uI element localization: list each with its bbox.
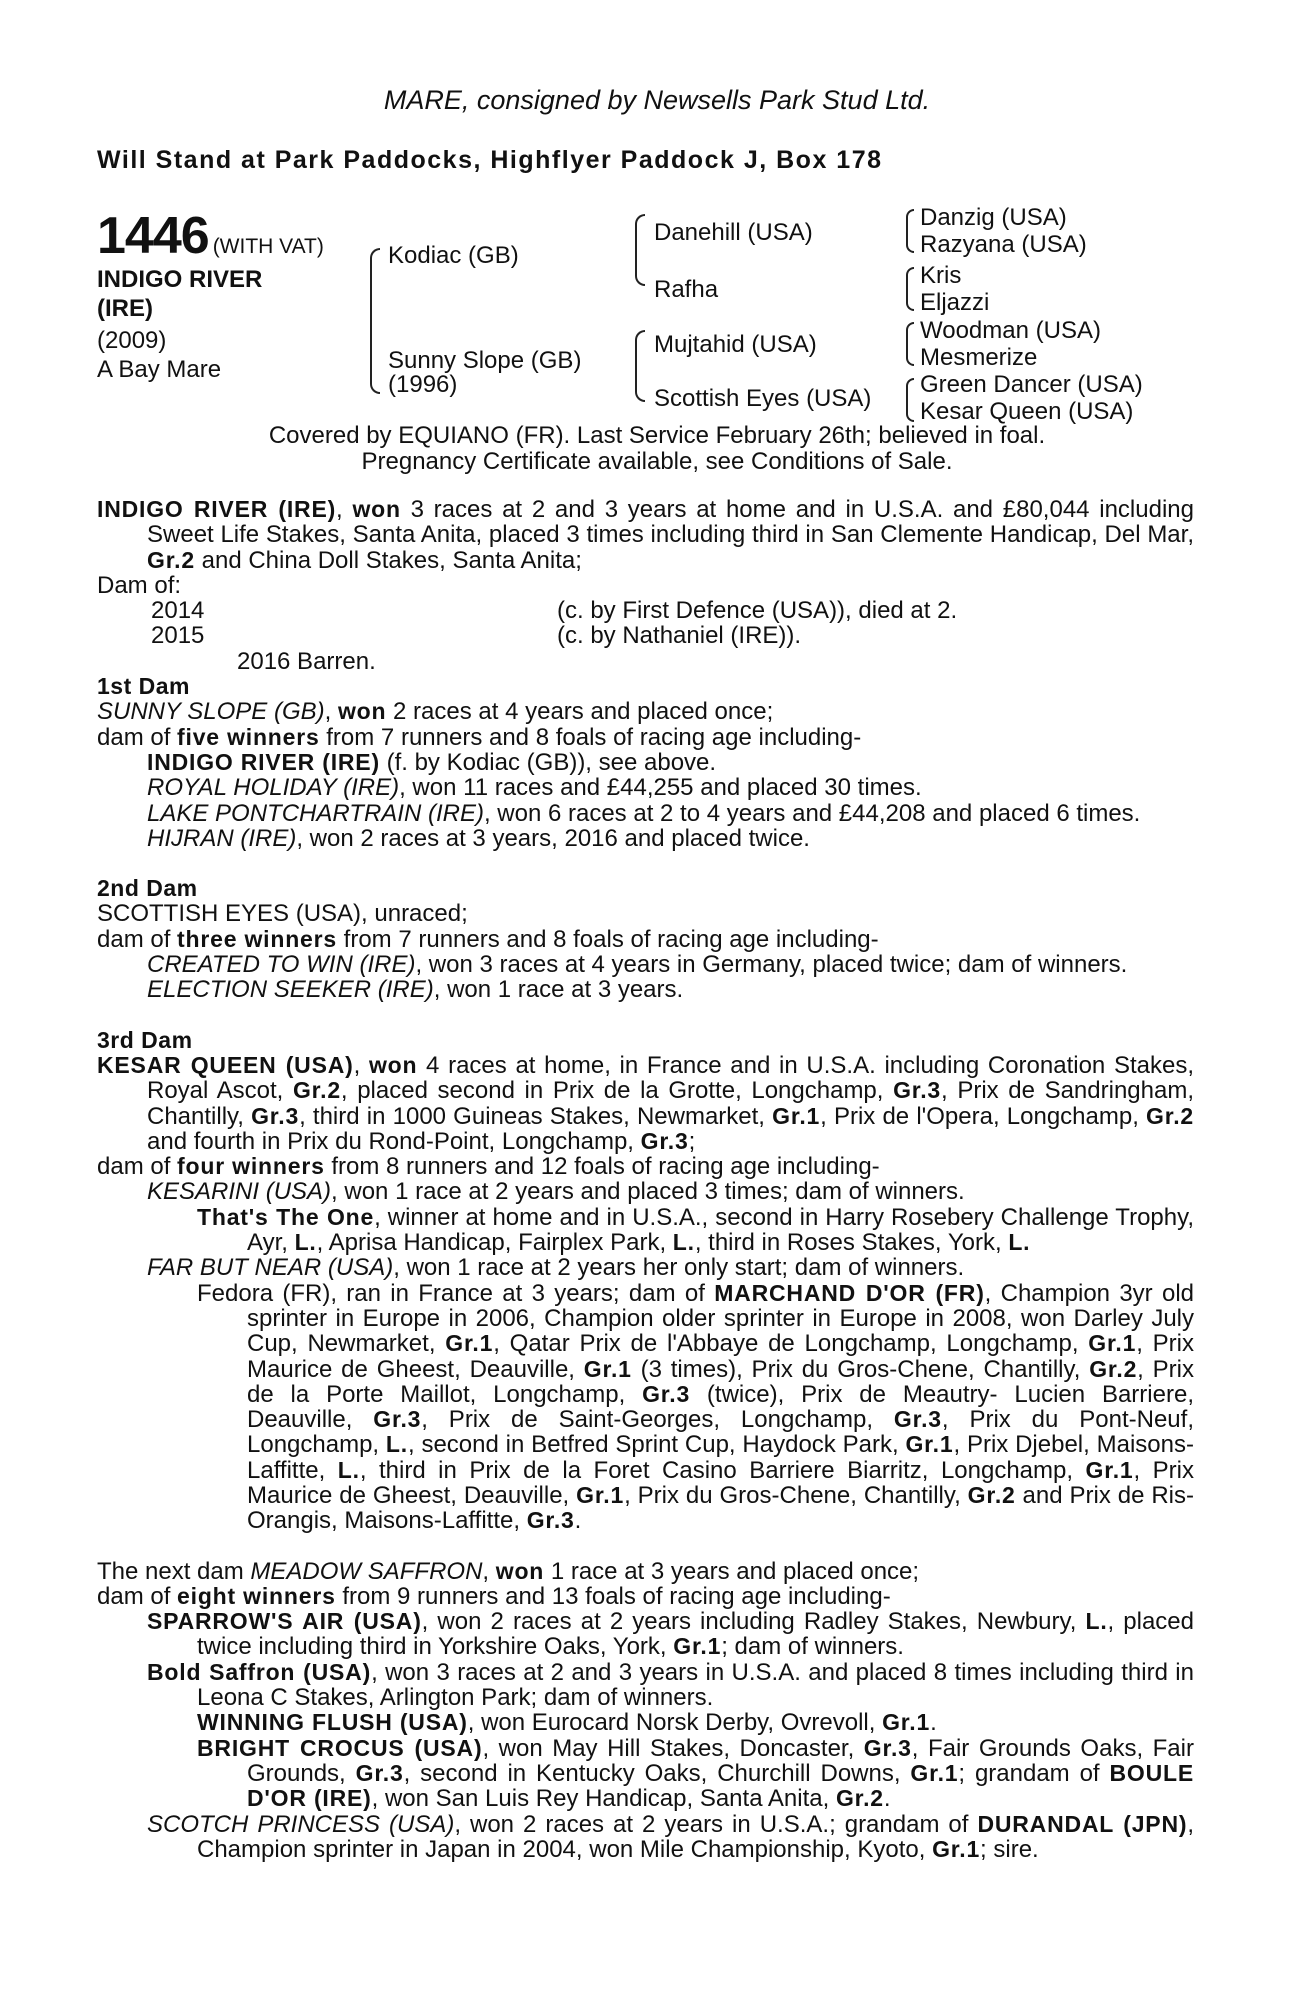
record-text: , winner at home and in U.S.A., second in Harry Rosebery Challenge Trophy, Ayr, [247, 1203, 1194, 1257]
dam-of-text: dam of [97, 723, 178, 751]
produce-name: WINNING FLUSH (USA) [197, 1709, 468, 1736]
gen3-1: Danzig (USA) [920, 204, 1067, 231]
dam3-grandproduce-thatsone [97, 1205, 1194, 1256]
record-text: , [482, 1557, 496, 1585]
covered-line1: Covered by EQUIANO (FR). Last Service February 26th; believed in foal. [268, 422, 1046, 449]
produce-name: DURANDAL (JPN) [977, 1810, 1188, 1837]
grade-label: Gr.2 [147, 546, 195, 573]
horse-description: A Bay Mare [97, 356, 222, 383]
record-text: , won May Hill Stakes, Doncaster, [482, 1734, 864, 1762]
gen3-4: Eljazzi [920, 289, 990, 316]
record-text: , Prix du Gros-Chene, Chantilly, [624, 1481, 968, 1509]
location-line: Will Stand at Park Paddocks, Highflyer Paddock J, Box 178 [97, 146, 883, 174]
dam-of-text2: from 7 runners and 8 foals of racing age including- [337, 925, 879, 953]
consignor-line: MARE, consigned by Newsells Park Stud Ltd. [383, 85, 931, 115]
dam3-heading: 3rd Dam [97, 1026, 193, 1053]
gen3-7: Green Dancer (USA) [920, 371, 1143, 398]
grade-label: Gr.2 [967, 1481, 1016, 1508]
produce-name: BOULE D'OR (IRE) [247, 1759, 1194, 1812]
foaling-year: (2009) [97, 327, 167, 354]
grade-label: Gr.3 [893, 1077, 942, 1104]
winners-count: eight winners [177, 1582, 336, 1609]
record-text: and Prix de Ris-Orangis, Maisons-Laffitte, [247, 1481, 1194, 1535]
horse-name-line2: (IRE) [97, 295, 153, 322]
winners-count: four winners [177, 1153, 325, 1180]
dam3-produce-farbut [97, 1255, 1194, 1280]
record-text: , second in Kentucky Oaks, Churchill Downs, [403, 1759, 911, 1787]
record-text: , Fair Grounds Oaks, Fair Grounds, [247, 1734, 1194, 1787]
record-text: , Prix Djebel, Maisons-Laffitte, [247, 1431, 1194, 1484]
dam2-summary [97, 927, 1194, 952]
produce-name: LAKE PONTCHARTRAIN (IRE) [147, 799, 484, 827]
nextdam-record [97, 1559, 1194, 1584]
produce-name: MARCHAND D'OR (FR) [714, 1279, 985, 1306]
grade-label: Gr.1 [583, 1355, 632, 1382]
record-text: , third in Prix de la Foret Casino Barriere Biarritz, Longchamp, [359, 1456, 1086, 1484]
record-text: (3 times), Prix du Gros-Chene, Chantilly, [631, 1355, 1090, 1383]
grade-label: Gr.2 [292, 1077, 341, 1104]
dam3-record: KESAR QUEEN (USA), won 4 races at home, in France and in U.S.A. including Coronation Stakes, Royal Ascot, Gr.2, placed second in Prix de la Grotte, Longchamp, Gr.3, Prix de Sandringham, Chantilly, Gr.3, third in 1000 Guineas Stakes, Newmarket, Gr.1, Prix de l'Opera, Longchamp, Gr.2 and fourth in Prix du Rond-Point, Longchamp, Gr.3; [97, 1051, 1195, 1155]
mare-record: INDIGO RIVER (IRE), won 3 races at 2 and 3 years at home and in U.S.A. and £80,044 including Sweet Life Stakes, Santa Anita, placed 3 times including third in San Clemente Handicap, Del Mar, Gr.2 and China Doll Stakes, Santa Anita; [97, 496, 1194, 574]
dam2-produce-2 [97, 977, 1194, 1002]
vat-label: (WITH VAT) [212, 235, 324, 258]
produce-text: , won 1 race at 3 years. [433, 976, 684, 1004]
gen3-3: Kris [920, 262, 962, 289]
record-text: , Aprisa Handicap, Fairplex Park, [316, 1229, 673, 1257]
record-text: , Prix de Sandringham, Chantilly, [147, 1077, 1194, 1130]
record-text: Fedora (FR), ran in France at 3 years; dam of [197, 1279, 715, 1307]
produce-text: (c. by Nathaniel (IRE)). [557, 622, 802, 650]
produce-text: , won 11 races and £44,255 and placed 30 times. [399, 774, 922, 802]
lot-number-block [97, 206, 324, 266]
barren-note: 2016 Barren. [237, 647, 376, 675]
won-label: won [352, 496, 401, 522]
grade-label: Gr.3 [355, 1759, 404, 1786]
grade-label: L. [385, 1431, 408, 1458]
produce-name: HIJRAN (IRE) [147, 824, 297, 852]
dam-year: (1996) [388, 371, 458, 398]
grade-label: Gr.3 [526, 1507, 575, 1534]
record-text: , Prix de l'Opera, Longchamp, [820, 1102, 1147, 1130]
grade-label: Gr.3 [640, 1127, 689, 1154]
gen3-5: Woodman (USA) [920, 317, 1101, 344]
record-text: ; grandam of [958, 1759, 1110, 1787]
grade-label: Gr.3 [893, 1406, 942, 1433]
record-text: ; sire. [980, 1835, 1039, 1863]
nextdam-grandproduce-flush [97, 1710, 1194, 1735]
produce-name: CREATED TO WIN (IRE) [147, 951, 416, 979]
dam1-record: SUNNY SLOPE (GB), won 2 races at 4 years and placed once; [97, 698, 774, 726]
grade-label: Gr.1 [1088, 1330, 1137, 1357]
dam1-summary [97, 725, 1194, 750]
grade-label: Gr.1 [910, 1759, 959, 1786]
record-text: , Prix du Pont-Neuf, Longchamp, [247, 1406, 1194, 1459]
dam2-record: SCOTTISH EYES (USA), unraced; [97, 900, 468, 928]
grade-label: Gr.1 [1085, 1456, 1134, 1483]
record-text: , third in Roses Stakes, York, [694, 1229, 1009, 1257]
catalogue-body [97, 497, 1194, 1862]
record-text: , Prix de la Porte Maillot, Longchamp, [247, 1355, 1194, 1408]
record-text: , third in 1000 Guineas Stakes, Newmarket, [299, 1102, 773, 1130]
gen3-8: Kesar Queen (USA) [920, 398, 1134, 425]
nextdam-grandproduce-crocus [97, 1736, 1194, 1812]
record-text: , Champion 3yr old sprinter in Europe in 2006, Champion older sprinter in Europe in 2008, won Darley July Cup, Newmarket, [247, 1279, 1194, 1358]
dam1-record-text: 2 races at 4 years and placed once; [386, 698, 774, 726]
record-text: , won San Luis Rey Handicap, Santa Anita, [371, 1785, 836, 1813]
sire-sire: Danehill (USA) [654, 219, 813, 246]
grade-label: Gr.1 [772, 1102, 821, 1129]
lot-number: 1446 [97, 207, 209, 265]
sire-name: Kodiac (GB) [388, 242, 519, 269]
grade-label: Gr.3 [642, 1380, 691, 1407]
winners-count: three winners [177, 925, 337, 952]
grade-label: Gr.2 [835, 1785, 884, 1812]
dam1-name: SUNNY SLOPE (GB) [97, 698, 325, 726]
pedigree-brace-g3d [906, 378, 914, 422]
record-text: , won 3 races at 2 and 3 years in U.S.A. and placed 8 times including third in Leona C Stakes, Arlington Park; dam of winners. [197, 1658, 1194, 1712]
pedigree-brace-g3a [906, 209, 914, 253]
record-text: , won 2 races at 2 years including Radley Stakes, Newbury, [421, 1608, 1086, 1636]
record-text: The next dam [97, 1557, 251, 1585]
record-text: , second in Betfred Sprint Cup, Haydock Park, [407, 1431, 906, 1459]
produce-text: , won 1 race at 2 years and placed 3 times; dam of winners. [331, 1178, 965, 1206]
record-text: , placed twice including third in Yorkshire Oaks, York, [197, 1608, 1194, 1661]
grade-label: Gr.2 [1089, 1355, 1138, 1382]
record-text: , Prix Maurice de Gheest, Deauville, [247, 1456, 1194, 1509]
record-text: , placed second in Prix de la Grotte, Longchamp, [340, 1077, 894, 1105]
record-text: and fourth in Prix du Rond-Point, Longchamp, [147, 1127, 641, 1155]
nextdam-summary [97, 1584, 1194, 1609]
produce-row [97, 623, 1194, 648]
grade-label: Gr.3 [251, 1102, 300, 1129]
produce-name: SPARROW'S AIR (USA) [147, 1608, 422, 1635]
produce-name: ELECTION SEEKER (IRE) [147, 976, 434, 1004]
dam1-heading: 1st Dam [97, 673, 190, 700]
dam-of-label: Dam of: [97, 571, 182, 599]
nextdam-produce-scotch [97, 1812, 1194, 1863]
record-text: , won 2 races at 2 years in U.S.A.; grandam of [454, 1810, 978, 1838]
grade-label: Gr.1 [905, 1431, 954, 1458]
pedigree-brace-sire [635, 214, 645, 286]
horse-name [97, 265, 262, 323]
record-text: 1 race at 3 years and placed once; [544, 1557, 920, 1585]
dam1-produce-2 [97, 775, 1194, 800]
produce-name: FAR BUT NEAR (USA) [147, 1254, 394, 1282]
produce-text: , won 1 race at 2 years her only start; dam of winners. [393, 1254, 965, 1282]
pedigree-brace-dam [635, 330, 645, 402]
record-text: ; dam of winners. [721, 1633, 904, 1661]
dam-name: Sunny Slope (GB) [388, 347, 582, 374]
dam-of-text: dam of [97, 925, 178, 953]
record-text: , Prix Maurice de Gheest, Deauville, [247, 1330, 1194, 1383]
produce-name: Bold Saffron (USA) [147, 1658, 372, 1685]
record-text: . [574, 1507, 582, 1535]
produce-name: ROYAL HOLIDAY (IRE) [147, 774, 400, 802]
dam1-produce-1 [97, 750, 1194, 775]
produce-name: BRIGHT CROCUS (USA) [197, 1734, 483, 1761]
pedigree-brace-main [370, 248, 380, 394]
won-label: won [495, 1557, 545, 1584]
dam2-heading: 2nd Dam [97, 875, 198, 902]
nextdam-produce-sparrow [97, 1609, 1194, 1660]
produce-year: 2014 [151, 597, 205, 625]
grade-label: L. [294, 1229, 317, 1256]
nextdam-name: MEADOW SAFFRON [250, 1557, 483, 1585]
grade-label: Gr.2 [1146, 1102, 1195, 1129]
mare-record-text2: and China Doll Stakes, Santa Anita; [194, 546, 582, 574]
produce-text: , won 3 races at 4 years in Germany, placed twice; dam of winners. [415, 951, 1128, 979]
produce-text: , won 6 races at 2 to 4 years and £44,208 and placed 6 times. [483, 799, 1141, 827]
produce-name: KESARINI (USA) [147, 1178, 332, 1206]
dam1-produce-3 [97, 801, 1194, 826]
record-text: (twice), Prix de Meautry- Lucien Barriere, Deauville, [247, 1380, 1194, 1434]
spacer [97, 1534, 1194, 1559]
dam3-name: KESAR QUEEN (USA) [97, 1051, 354, 1078]
dam-dam: Scottish Eyes (USA) [654, 385, 872, 412]
gen3-6: Mesmerize [920, 344, 1038, 371]
grade-label: L. [1085, 1608, 1108, 1635]
produce-name: SCOTCH PRINCESS (USA) [147, 1810, 455, 1838]
pedigree-brace-g3b [906, 267, 914, 311]
dam3-grandproduce-fedora [97, 1281, 1194, 1534]
record-text: . [883, 1785, 891, 1813]
dam-sire: Mujtahid (USA) [654, 331, 817, 358]
sire-dam: Rafha [654, 276, 719, 303]
produce-text: , won 2 races at 3 years, 2016 and placed twice. [296, 824, 810, 852]
produce-text: (f. by Kodiac (GB)), see above. [379, 748, 717, 776]
spacer [97, 851, 1194, 876]
dam-of-text2: from 7 runners and 8 foals of racing age including- [319, 723, 862, 751]
grade-label: Gr.1 [445, 1330, 494, 1357]
produce-text: (c. by First Defence (USA)), died at 2. [557, 597, 958, 625]
covered-note [0, 423, 1314, 475]
dam-of-text2: from 9 runners and 13 foals of racing age including- [335, 1582, 891, 1610]
produce-row [97, 598, 1194, 623]
grade-label: L. [672, 1229, 695, 1256]
grade-label: Gr.1 [673, 1633, 722, 1660]
mare-record-text: 3 races at 2 and 3 years at home and in U.S.A. and £80,044 including Sweet Life Stakes, Santa Anita, placed 3 times including third in San Clemente Handicap, Del Mar, [147, 496, 1194, 549]
record-text: . [930, 1709, 937, 1737]
record-text: , Qatar Prix de l'Abbaye de Longchamp, Longchamp, [493, 1330, 1089, 1358]
covered-line2: Pregnancy Certificate available, see Conditions of Sale. [361, 448, 953, 475]
record-text: 4 races at home, in France and in U.S.A. including Coronation Stakes, Royal Ascot, [147, 1051, 1194, 1105]
grade-label: L. [337, 1456, 360, 1483]
record-text: , Prix de Saint-Georges, Longchamp, [421, 1406, 894, 1434]
record-text: , won Eurocard Norsk Derby, Ovrevoll, [467, 1709, 883, 1737]
dam1-produce-4 [97, 826, 1194, 851]
grade-label: Gr.1 [576, 1481, 625, 1508]
record-text: , Champion sprinter in Japan in 2004, won Mile Championship, Kyoto, [197, 1810, 1194, 1863]
produce-name: INDIGO RIVER (IRE) [147, 748, 380, 775]
dam3-summary [97, 1154, 1194, 1179]
dam-of-text: dam of [97, 1582, 178, 1610]
grade-label: Gr.3 [373, 1406, 422, 1433]
horse-name-line1: INDIGO RIVER [97, 266, 263, 293]
nextdam-produce-bold [97, 1660, 1194, 1711]
dam-of-text2: from 8 runners and 12 foals of racing age including- [324, 1153, 880, 1181]
mare-name: INDIGO RIVER (IRE) [97, 496, 337, 522]
won-label: won [337, 698, 387, 725]
spacer [97, 1003, 1194, 1028]
dam-of-text: dam of [97, 1153, 178, 1181]
produce-name: That's The One [197, 1203, 375, 1230]
won-label: won [368, 1051, 418, 1078]
grade-label: Gr.1 [932, 1835, 981, 1862]
grade-label: L. [1008, 1229, 1031, 1256]
produce-year: 2015 [151, 622, 205, 650]
dam2-produce-1 [97, 952, 1194, 977]
grade-label: Gr.3 [863, 1734, 912, 1761]
winners-count: five winners [177, 723, 320, 750]
record-text: ; [688, 1127, 696, 1155]
grade-label: Gr.1 [882, 1709, 931, 1736]
pedigree-brace-g3c [906, 322, 914, 366]
dam3-produce-kesarini [97, 1179, 1194, 1204]
gen3-2: Razyana (USA) [920, 231, 1087, 258]
horse-details [97, 326, 221, 384]
